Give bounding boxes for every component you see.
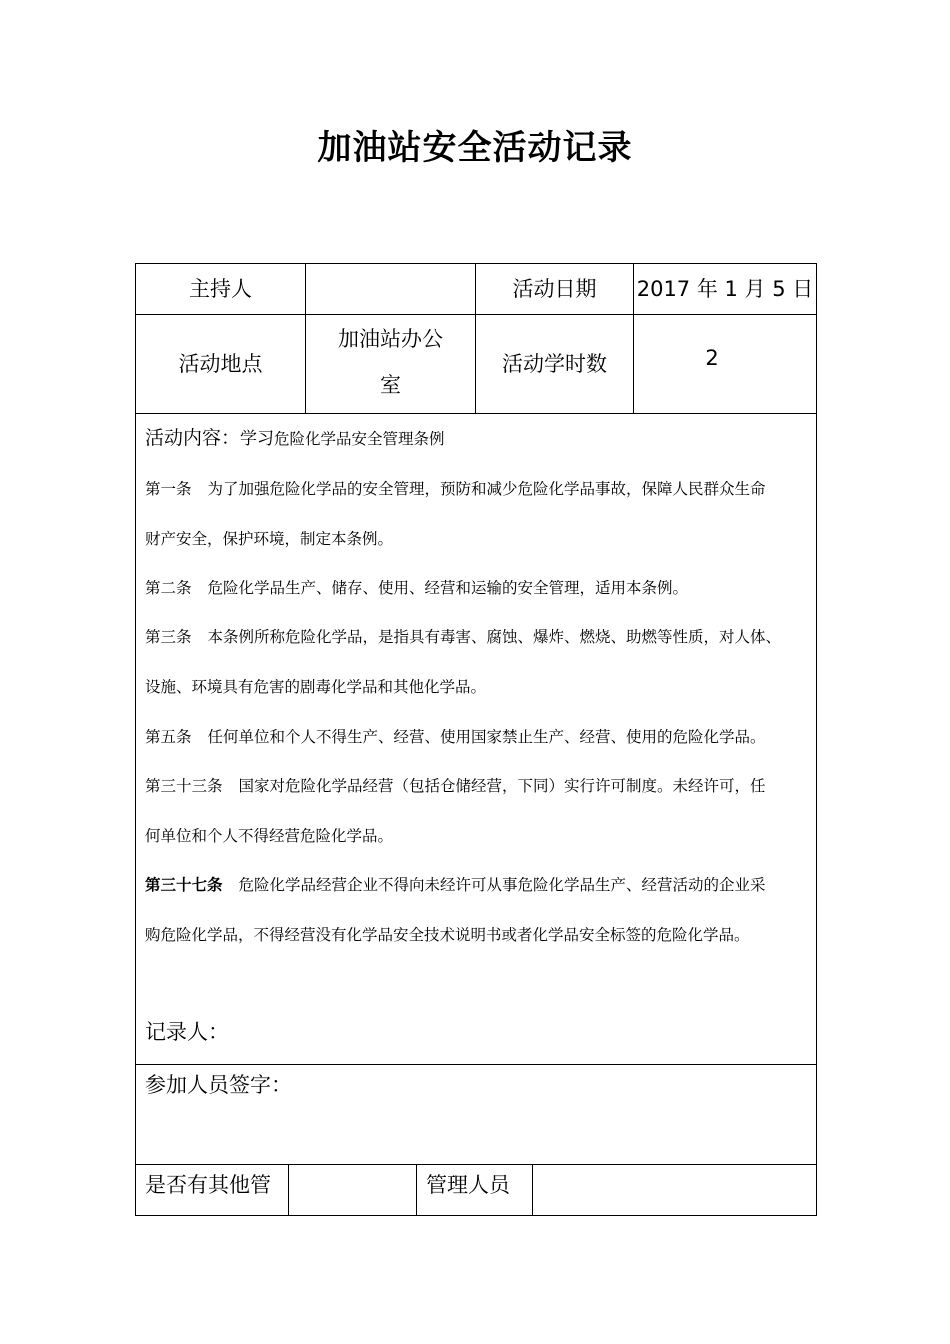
recorder-label: 记录人：	[145, 1020, 229, 1044]
article-5	[145, 712, 813, 762]
article-1-line1: 为了加强危险化学品的安全管理，预防和减少危险化学品事故，保障人民群众生命	[207, 480, 766, 498]
place-label: 活动地点	[178, 352, 263, 376]
place-value[interactable]	[306, 315, 475, 413]
article-1-line2: 财产安全，保护环境，制定本条例。	[145, 530, 394, 548]
article-33-line1: 国家对危险化学品经营（包括仓储经营，下同）实行许可制度。未经许可，任	[238, 777, 766, 795]
date-value[interactable]: 2017 年 1 月 5 日	[636, 277, 814, 301]
article-3-line2: 设施、环境具有危害的剧毒化学品和其他化学品。	[145, 678, 487, 696]
article-3	[145, 612, 813, 712]
host-label: 主持人	[189, 277, 252, 301]
signature-area[interactable]	[136, 1100, 816, 1162]
article-37-line2: 购危险化学品，不得经营没有化学品安全技术说明书或者化学品安全标签的危险化学品。	[145, 926, 750, 944]
article-1	[145, 464, 813, 564]
article-33-number: 第三十三条	[145, 777, 223, 795]
hours-label: 活动学时数	[502, 352, 607, 376]
place-value-line1: 加油站办公	[338, 327, 443, 351]
article-2-line1: 危险化学品生产、储存、使用、经营和运输的安全管理，适用本条例。	[207, 579, 689, 597]
manager-label: 管理人员	[426, 1173, 510, 1197]
article-5-line1: 任何单位和个人不得生产、经营、使用国家禁止生产、经营、使用的危险化学品。	[207, 728, 766, 746]
table-border-bottom	[135, 1215, 817, 1216]
article-37	[145, 860, 813, 960]
study-title: 危险化学品安全管理条例	[274, 430, 445, 448]
table-border-right	[816, 263, 817, 1216]
study-prefix: 学习	[240, 429, 275, 449]
other-management-field[interactable]	[289, 1165, 416, 1215]
footer-col-divider-2	[416, 1164, 417, 1216]
host-field[interactable]	[306, 264, 475, 314]
article-2-number: 第二条	[145, 579, 192, 597]
content-heading	[145, 425, 810, 452]
article-33	[145, 761, 813, 861]
date-label: 活动日期	[512, 277, 597, 301]
manager-field[interactable]	[533, 1165, 816, 1215]
article-37-number: 第三十七条	[145, 876, 223, 894]
article-37-line1: 危险化学品经营企业不得向未经许可从事危险化学品生产、经营活动的企业采	[238, 876, 766, 894]
signature-label: 参加人员签字：	[145, 1073, 292, 1097]
place-value-line2: 室	[380, 373, 401, 397]
article-1-number: 第一条	[145, 480, 192, 498]
article-5-number: 第五条	[145, 728, 192, 746]
other-management-label: 是否有其他管	[145, 1173, 271, 1197]
page-title: 加油站安全活动记录	[317, 128, 633, 168]
row-divider-2	[135, 413, 817, 414]
article-3-number: 第三条	[145, 628, 192, 646]
row-divider-3	[135, 1064, 817, 1065]
article-3-line1: 本条例所称危险化学品，是指具有毒害、腐蚀、爆炸、燃烧、助燃等性质，对人体、	[207, 628, 782, 646]
content-label: 活动内容：	[145, 427, 241, 449]
hours-value[interactable]: 2	[705, 346, 719, 370]
article-2	[145, 563, 813, 613]
article-33-line2: 何单位和个人不得经营危险化学品。	[145, 827, 394, 845]
